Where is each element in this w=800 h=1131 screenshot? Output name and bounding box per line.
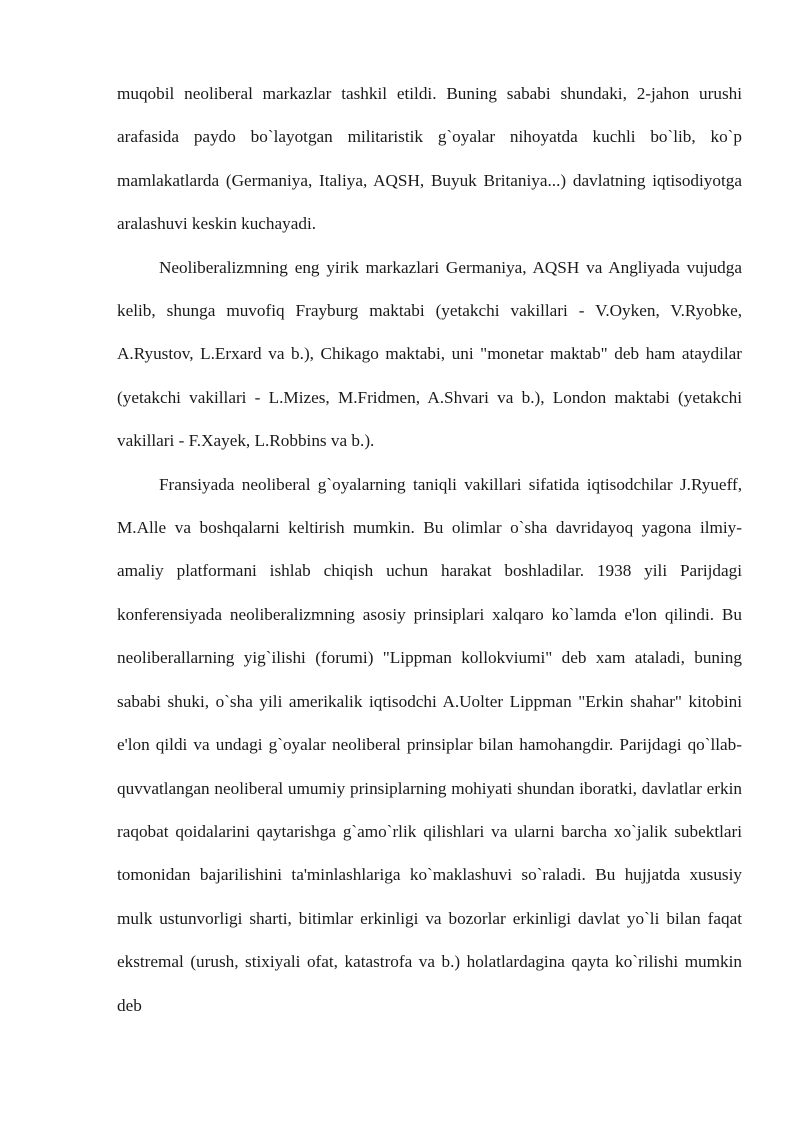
paragraph-neoliberal-centers: Neoliberalizmning eng yirik markazlari Germaniya, AQSH va Angliyada vujudga kelib, shunga muvofiq Frayburg maktabi (yetakchi vakillari - V.Oyken, V.Ryobke, A.Ryustov, L.Erxard va b.), Chikago maktabi, uni "monetar maktab" deb ham ataydilar (yetakchi vakillari - L.Mizes, M.Fridmen, A.Shvari va b.), London maktabi (yetakchi vakillari - F.Xayek, L.Robbins va b.).	[117, 257, 742, 451]
paragraph-france-neoliberals: Fransiyada neoliberal g`oyalarning taniqli vakillari sifatida iqtisodchilar J.Ryueff, M.Alle va boshqalarni keltirish mumkin. Bu olimlar o`sha davridayoq yagona ilmiy-amaliy platformani ishlab chiqish uchun harakat boshladilar. 1938 yili Parijdagi konferensiyada neoliberalizmning asosiy prinsiplari xalqaro ko`lamda e'lon qilindi. Bu neoliberallarning yig`ilishi (forumi) "Lippman kollokviumi" deb xam ataladi, buning sababi shuki, o`sha yili amerikalik iqtisodchi A.Uolter Lippman "Erkin shahar" kitobini e'lon qildi va undagi g`oyalar neoliberal prinsiplar bilan hamohangdir. Parijdagi qo`llab-quvvatlangan neoliberal umumiy prinsiplarning mohiyati shundan iboratki, davlatlar erkin raqobat qoidalarini qaytarishga g`amo`rlik qilishlari va ularni barcha xo`jalik subektlari tomonidan bajarilishini ta'minlashlariga ko`maklashuvi so`raladi. Bu hujjatda xususiy mulk ustunvorligi sharti, bitimlar erkinligi va bozorlar erkinligi davlat yo`li bilan faqat ekstremal (urush, stixiyali ofat, katastrofa va b.) holatlardagina qayta ko`rilishi mumkin deb	[117, 474, 742, 1015]
paragraph-continuation: muqobil neoliberal markazlar tashkil etildi. Buning sababi shundaki, 2-jahon urushi arafasida paydo bo`layotgan militaristik g`oyalar nihoyatda kuchli bo`lib, ko`p mamlakatlarda (Germaniya, Italiya, AQSH, Buyuk Britaniya...) davlatning iqtisodiyotga aralashuvi keskin kuchayadi.	[117, 84, 742, 234]
document-page	[117, 72, 742, 1027]
